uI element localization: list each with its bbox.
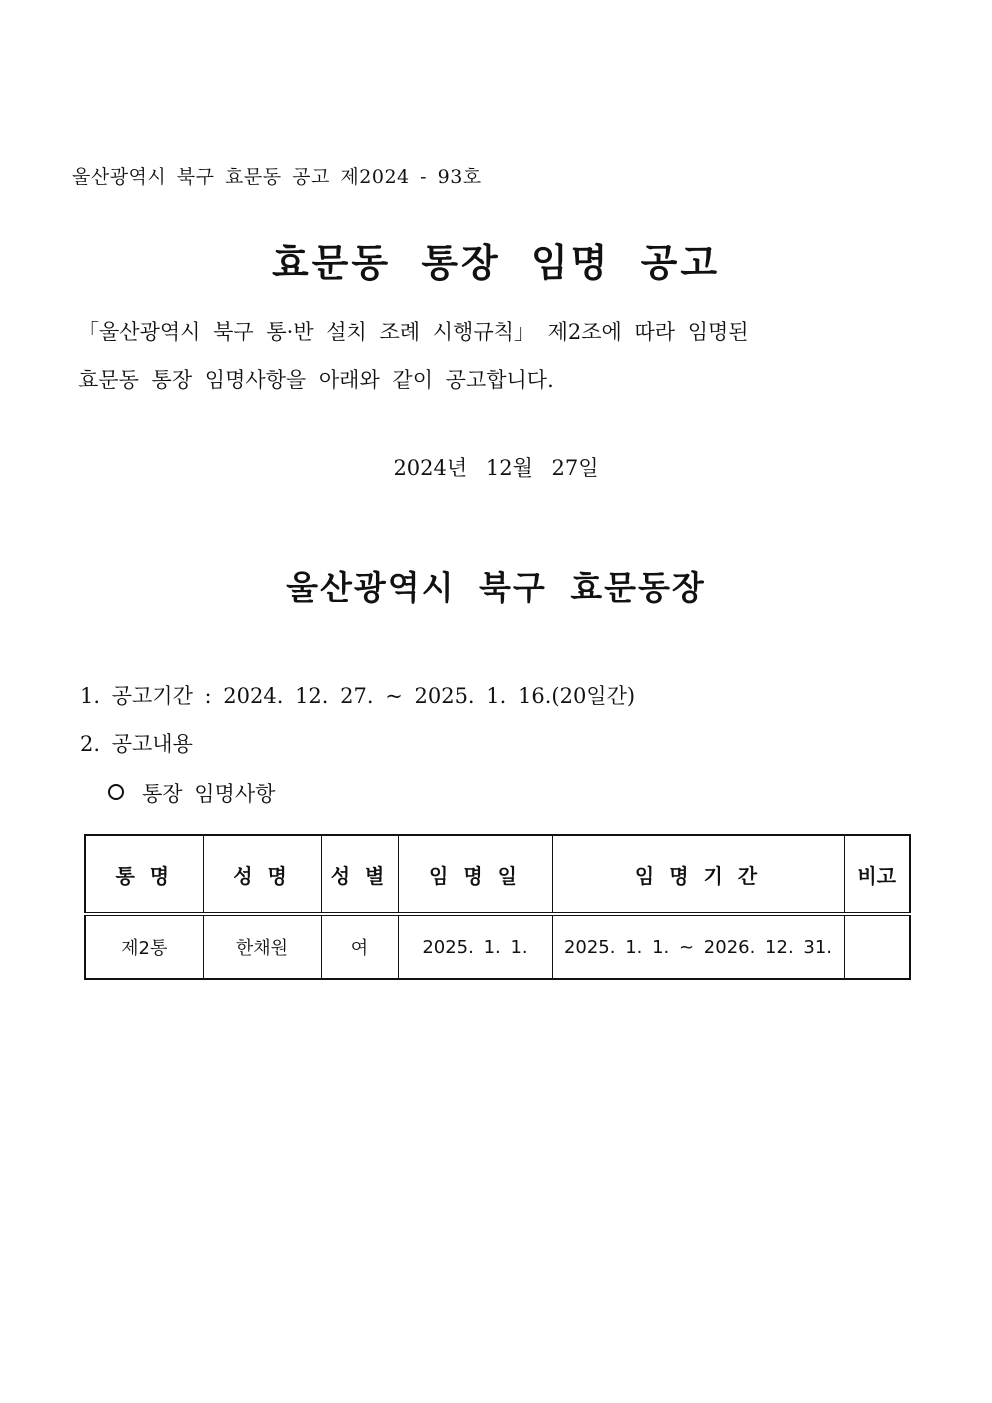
table-row [85, 914, 910, 979]
notice-content-heading: 2. 공고내용 [80, 732, 193, 756]
header-tong: 통 명 [85, 835, 203, 914]
table-header-row [85, 835, 910, 914]
intro-line-2: 효문동 통장 임명사항을 아래와 같이 공고합니다. [78, 368, 554, 392]
cell-gender: 여 [321, 914, 398, 979]
appointment-table [84, 834, 911, 980]
intro-line-1: 「울산광역시 북구 통·반 설치 조례 시행규칙」 제2조에 따라 임명된 [78, 320, 749, 344]
page-title: 효문동 통장 임명 공고 [271, 240, 721, 285]
notice-subitem [108, 778, 275, 808]
header-gender: 성 별 [321, 835, 398, 914]
circle-bullet-icon [108, 784, 124, 800]
intro-paragraph [78, 308, 938, 404]
cell-name: 한채원 [203, 914, 321, 979]
cell-appointment-period: 2025. 1. 1. ~ 2026. 12. 31. [552, 914, 844, 979]
header-appointment-period: 임 명 기 간 [552, 835, 844, 914]
subitem-label: 통장 임명사항 [142, 782, 276, 806]
notice-date: 2024년 12월 27일 [393, 456, 599, 480]
notice-number: 울산광역시 북구 효문동 공고 제2024 - 93호 [72, 166, 482, 188]
header-appointment-date: 임 명 일 [398, 835, 552, 914]
cell-tong: 제2통 [85, 914, 203, 979]
notice-period: 1. 공고기간 : 2024. 12. 27. ~ 2025. 1. 16.(20일간) [80, 684, 636, 708]
header-remarks: 비고 [844, 835, 910, 914]
header-name: 성 명 [203, 835, 321, 914]
cell-remarks [844, 914, 910, 979]
issuer: 울산광역시 북구 효문동장 [286, 568, 706, 607]
cell-appointment-date: 2025. 1. 1. [398, 914, 552, 979]
